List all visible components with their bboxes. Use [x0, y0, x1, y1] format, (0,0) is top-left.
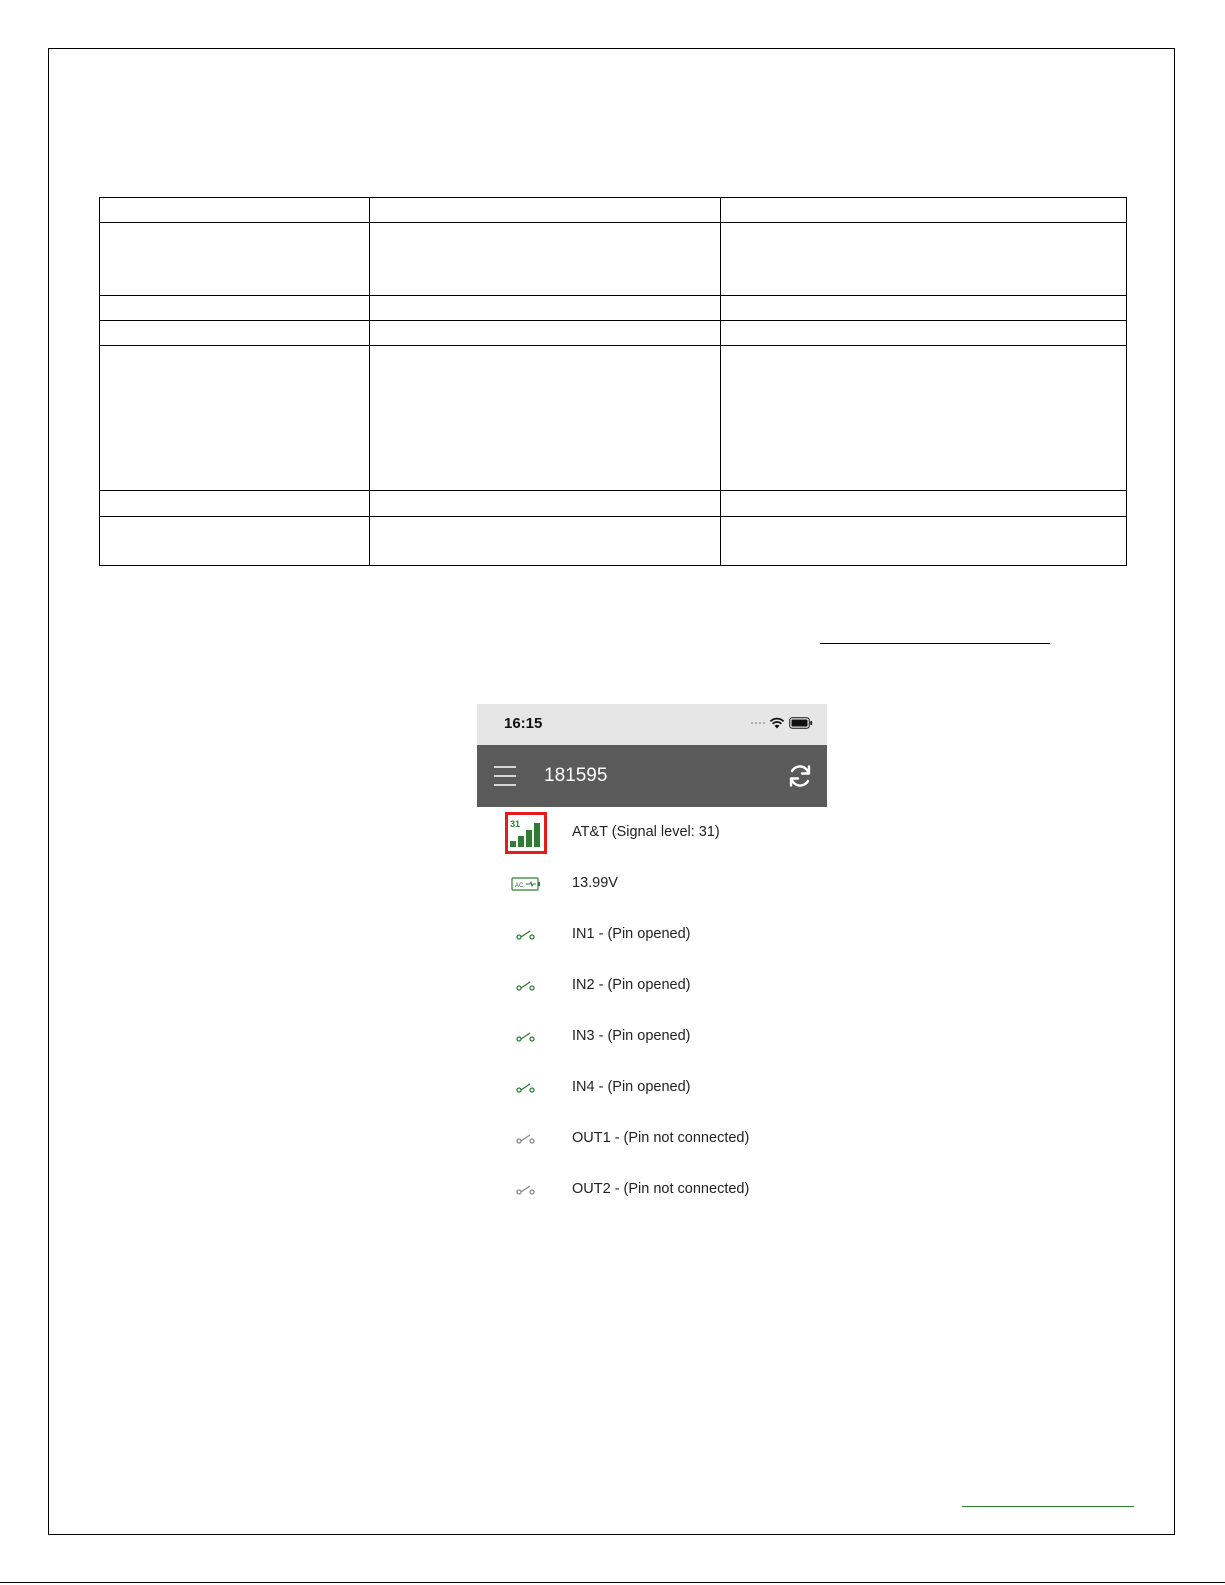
signal-label: AT&T (Signal level: 31)	[572, 824, 720, 840]
table-row	[100, 517, 1127, 566]
input-pin-label: IN3 - (Pin opened)	[572, 1028, 691, 1044]
ac-power-icon	[505, 863, 547, 905]
table-cell	[100, 198, 370, 223]
list-item	[477, 1011, 827, 1062]
status-icons	[751, 717, 813, 729]
status-time: 16:15	[504, 715, 543, 732]
hyperlink-underline[interactable]	[820, 643, 1050, 644]
table-row	[100, 346, 1127, 491]
table-cell	[721, 296, 1127, 321]
switch-open-icon	[505, 965, 547, 1007]
table-cell	[100, 296, 370, 321]
output-pin-label: OUT2 - (Pin not connected)	[572, 1181, 750, 1197]
table-cell	[370, 321, 721, 346]
switch-not-connected-icon	[505, 1118, 547, 1160]
status-bar	[477, 704, 827, 745]
ac-icon-text: AC	[515, 883, 524, 889]
switch-open-icon	[505, 1016, 547, 1058]
table-cell	[100, 491, 370, 517]
voltage-label: 13.99V	[572, 875, 618, 891]
table-row	[100, 296, 1127, 321]
cellular-signal-icon	[751, 722, 765, 724]
refresh-icon[interactable]	[787, 763, 813, 789]
table-cell	[721, 346, 1127, 491]
hamburger-menu-icon[interactable]	[494, 766, 516, 786]
table-cell	[721, 198, 1127, 223]
table-cell	[721, 321, 1127, 346]
table-cell	[370, 346, 721, 491]
table-cell	[721, 517, 1127, 566]
app-header	[477, 745, 827, 807]
input-pin-label: IN2 - (Pin opened)	[572, 977, 691, 993]
table-cell	[100, 346, 370, 491]
table-row	[100, 223, 1127, 296]
input-pin-label: IN1 - (Pin opened)	[572, 926, 691, 942]
page-bottom-rule	[0, 1582, 1225, 1583]
spec-table	[99, 197, 1127, 566]
list-item	[477, 807, 827, 858]
table-cell	[100, 517, 370, 566]
table-cell	[370, 296, 721, 321]
table-cell	[370, 198, 721, 223]
table-cell	[100, 223, 370, 296]
signal-strength-icon	[505, 812, 547, 854]
list-item	[477, 1113, 827, 1164]
switch-open-icon	[505, 914, 547, 956]
table-row	[100, 321, 1127, 346]
signal-number: 31	[510, 819, 521, 829]
app-screenshot	[477, 704, 827, 1264]
table-cell	[100, 321, 370, 346]
battery-icon	[789, 717, 813, 729]
table-cell	[370, 223, 721, 296]
list-item	[477, 858, 827, 909]
table-cell	[370, 491, 721, 517]
list-item	[477, 909, 827, 960]
input-pin-label: IN4 - (Pin opened)	[572, 1079, 691, 1095]
device-status-list	[477, 807, 827, 1215]
list-item	[477, 1164, 827, 1215]
list-item	[477, 1062, 827, 1113]
list-item	[477, 960, 827, 1011]
table-cell	[721, 491, 1127, 517]
table-cell	[721, 223, 1127, 296]
wifi-icon	[769, 717, 785, 729]
footer-link-underline[interactable]	[962, 1506, 1134, 1507]
table-row	[100, 198, 1127, 223]
device-id-title: 181595	[544, 765, 608, 786]
output-pin-label: OUT1 - (Pin not connected)	[572, 1130, 750, 1146]
switch-not-connected-icon	[505, 1169, 547, 1211]
table-cell	[370, 517, 721, 566]
switch-open-icon	[505, 1067, 547, 1109]
table-row	[100, 491, 1127, 517]
